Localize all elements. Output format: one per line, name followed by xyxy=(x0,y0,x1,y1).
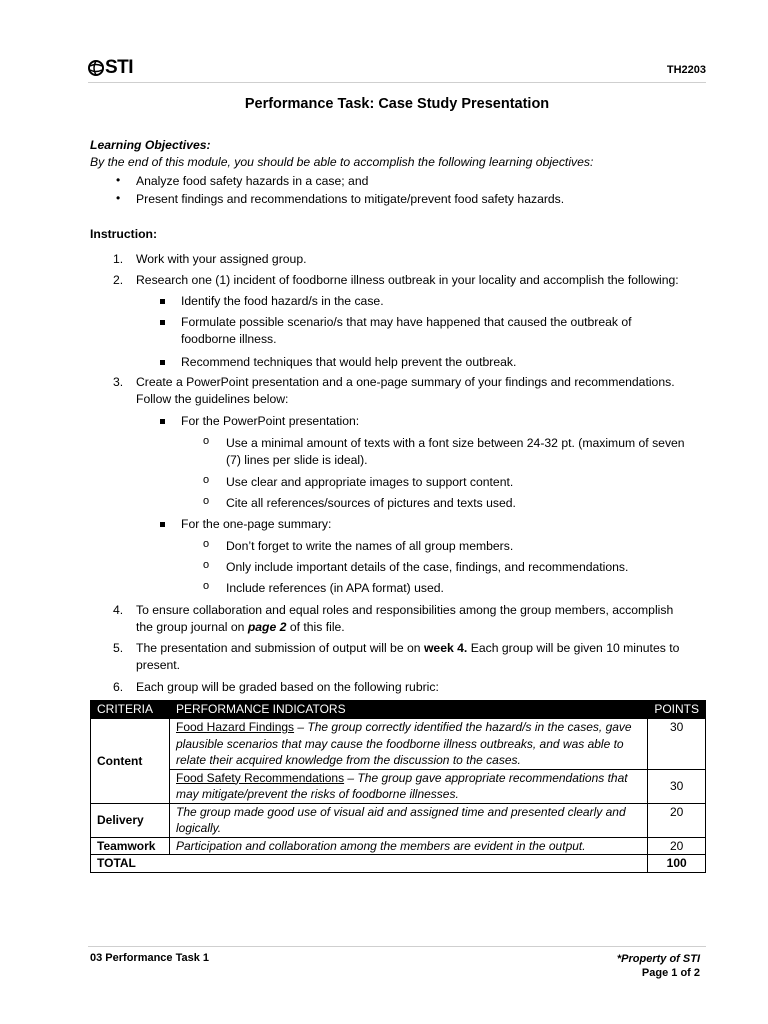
indicator-text-cont: relate their acquired knowledge from the discussion to the cases. xyxy=(176,753,521,767)
criteria-delivery: Delivery xyxy=(91,803,170,837)
footer-page-number: Page 1 of 2 xyxy=(641,967,700,979)
total-label: TOTAL xyxy=(91,855,648,873)
criteria-content: Content xyxy=(91,719,170,804)
ppt-item: Use clear and appropriate images to support content. xyxy=(226,475,514,489)
step-number: 3. xyxy=(113,375,124,389)
square-bullet-icon xyxy=(160,419,165,424)
indicator-text: – The group correctly identified the hazard/s in the cases, gave plausible scenarios that may cause the foodborne illness outbreaks, and was able to xyxy=(176,720,632,751)
footer-left: 03 Performance Task 1 xyxy=(90,952,210,964)
circle-bullet-icon: o xyxy=(203,538,210,550)
step-number: 1. xyxy=(113,252,124,266)
bullet-icon: • xyxy=(116,191,121,205)
circle-bullet-icon: o xyxy=(203,474,210,486)
square-bullet-icon xyxy=(160,299,165,304)
footer-property: *Property of STI xyxy=(616,953,700,965)
objectives-heading: Learning Objectives: xyxy=(90,138,211,152)
sti-globe-icon xyxy=(88,60,104,76)
col-indicators: PERFORMANCE INDICATORS xyxy=(170,701,648,719)
step-number: 6. xyxy=(113,680,124,694)
step-4-line-2 xyxy=(136,619,345,636)
ppt-item-cont: (7) lines per slide is ideal). xyxy=(226,453,368,467)
step-5-text: The presentation and submission of output will be on xyxy=(136,641,424,655)
indicator-cell: The group made good use of visual aid and assigned time and presented clearly and logically. xyxy=(170,803,648,837)
objectives-intro: By the end of this module, you should be able to accomplish the following learning objectives: xyxy=(90,155,594,169)
circle-bullet-icon: o xyxy=(203,495,210,507)
square-bullet-icon xyxy=(160,522,165,527)
indicator-cell xyxy=(170,769,648,803)
logo-text: STI xyxy=(105,57,134,78)
rubric-table xyxy=(90,700,706,873)
step-4-line-1: To ensure collaboration and equal roles and responsibilities among the group members, accomplish xyxy=(136,603,674,617)
indicator-title: Food Safety Recommendations xyxy=(176,770,345,785)
step-5-week: week 4. xyxy=(423,641,468,655)
table-row xyxy=(91,719,706,770)
step-5-line-2: present. xyxy=(136,658,181,672)
col-points: POINTS xyxy=(648,701,706,719)
step-2-item: Recommend techniques that would help prevent the outbreak. xyxy=(181,355,517,369)
step-5-line-1 xyxy=(136,640,679,657)
objective-item: Analyze food safety hazards in a case; and xyxy=(136,174,369,188)
points-cell: 30 xyxy=(648,769,706,803)
indicator-title: Food Hazard Findings xyxy=(176,720,295,734)
table-row xyxy=(91,769,706,803)
ppt-heading: For the PowerPoint presentation: xyxy=(181,414,360,428)
summary-item: Include references (in APA format) used. xyxy=(226,581,444,595)
criteria-teamwork: Teamwork xyxy=(91,837,170,855)
step-2: Research one (1) incident of foodborne illness outbreak in your locality and accomplish the following: xyxy=(136,273,679,287)
step-2-item: Identify the food hazard/s in the case. xyxy=(181,294,384,308)
bullet-icon: • xyxy=(116,173,121,187)
instruction-heading: Instruction: xyxy=(90,227,158,241)
circle-bullet-icon: o xyxy=(203,559,210,571)
step-3-line-2: Follow the guidelines below: xyxy=(136,392,289,406)
summary-heading: For the one-page summary: xyxy=(181,517,332,531)
objective-item: Present findings and recommendations to mitigate/prevent food safety hazards. xyxy=(136,192,565,206)
table-row xyxy=(91,803,706,837)
step-4-text: the group journal on xyxy=(136,620,248,634)
table-row xyxy=(91,837,706,855)
step-4-text-end: of this file. xyxy=(286,620,345,634)
header-divider xyxy=(88,82,706,83)
step-number: 4. xyxy=(113,603,124,617)
ppt-item: Use a minimal amount of texts with a font size between 24-32 pt. (maximum of seven xyxy=(226,436,685,450)
step-1: Work with your assigned group. xyxy=(136,252,307,266)
col-criteria: CRITERIA xyxy=(91,701,170,719)
points-cell: 20 xyxy=(648,803,706,837)
summary-item: Don’t forget to write the names of all group members. xyxy=(226,539,514,553)
step-2-item-cont: foodborne illness. xyxy=(181,332,277,346)
indicator-cell xyxy=(170,719,648,770)
step-5-text-end: Each group will be given 10 minutes to xyxy=(467,641,680,655)
points-cell: 20 xyxy=(648,837,706,855)
circle-bullet-icon: o xyxy=(203,435,210,447)
sti-logo xyxy=(88,56,133,80)
total-row xyxy=(91,855,706,873)
footer-right xyxy=(560,952,700,980)
square-bullet-icon xyxy=(160,360,165,365)
step-number: 5. xyxy=(113,641,124,655)
indicator-cell: Participation and collaboration among the members are evident in the output. xyxy=(170,837,648,855)
step-3-line-1: Create a PowerPoint presentation and a one-page summary of your findings and recommendations. xyxy=(136,375,675,389)
doc-code: TH2203 xyxy=(666,64,706,76)
step-2-item: Formulate possible scenario/s that may have happened that caused the outbreak of xyxy=(181,315,632,329)
ppt-item: Cite all references/sources of pictures and texts used. xyxy=(226,496,516,510)
indicator-text: – The group gave appropriate recommendations that may mitigate/prevent the risks of foodborne illnesses. xyxy=(176,770,628,801)
square-bullet-icon xyxy=(160,320,165,325)
page-title: Performance Task: Case Study Presentation xyxy=(244,96,550,112)
summary-item: Only include important details of the case, findings, and recommendations. xyxy=(226,560,629,574)
rubric-header-row xyxy=(91,701,706,719)
circle-bullet-icon: o xyxy=(203,580,210,592)
footer-divider xyxy=(88,946,706,947)
step-4-page-ref: page 2 xyxy=(247,620,287,634)
total-points: 100 xyxy=(648,855,706,873)
points-cell: 30 xyxy=(648,719,706,770)
step-6: Each group will be graded based on the following rubric: xyxy=(136,680,439,694)
step-number: 2. xyxy=(113,273,124,287)
